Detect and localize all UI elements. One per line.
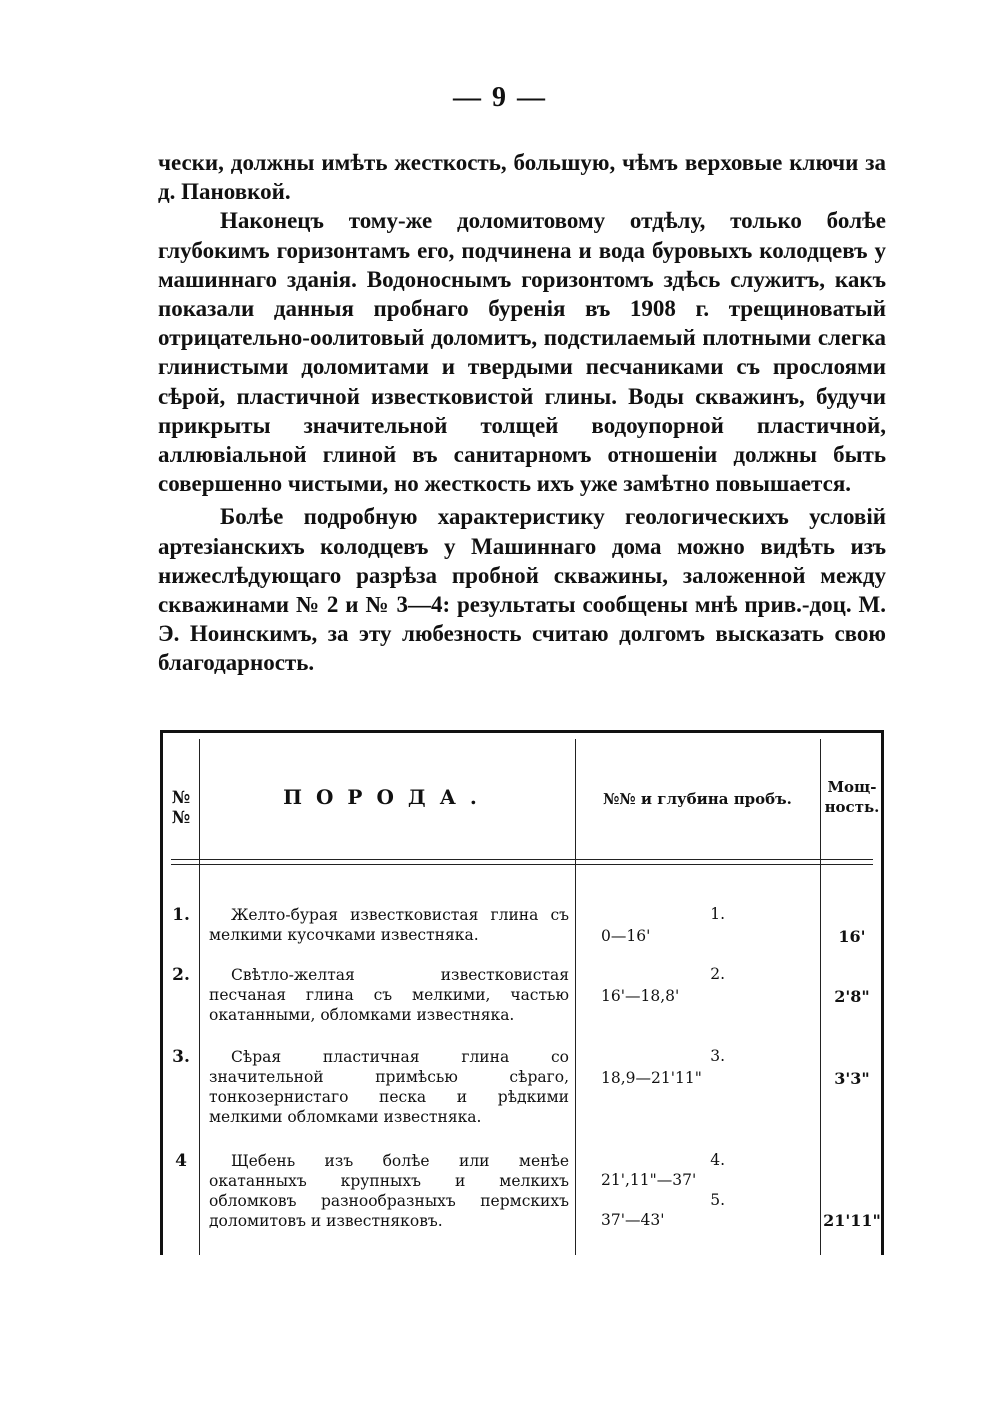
- row-sample: 1.: [710, 905, 725, 923]
- row-depth: 16'—18,8': [601, 987, 680, 1005]
- row-sample: 3.: [710, 1047, 725, 1065]
- row-depth: 0—16': [601, 927, 651, 945]
- row-description: Щебень изъ болѣе или менѣе окатанныхъ крупныхъ и мелкихъ обломковъ разнообразныхъ пермскихъ доломитовъ и известняковъ.: [209, 1152, 569, 1230]
- row-number: 3.: [172, 1047, 190, 1067]
- paragraph: Наконецъ тому-же доломитовому отдѣлу, только болѣе глубокимъ горизонтамъ его, подчинена и вода буровыхъ колодцевъ у машиннаго зданія. Водоноснымъ горизонтомъ здѣсь служитъ, какъ показали данныя пробнаго буренія въ 1908 г. трещиноватый отрицательно-оолитовый доломитъ, подстилаемый плотными слегка глинистыми доломитами и твердыми песчаниками съ прослоями сѣрой, пластичной известковистой глины. Воды скважинъ, будучи прикрыты значительной толщей водоупорной пластичной, аллювіальной глиной въ санитарномъ отношеніи должны быть совершенно чистыми, но жесткость ихъ уже замѣтно повышается.: [158, 208, 886, 497]
- header-thickness-line: Мощ-: [827, 778, 877, 796]
- row-sample: 4.: [710, 1151, 725, 1169]
- column-divider: [575, 739, 576, 1255]
- paragraph: чески, должны имѣть жесткость, большую, чѣмъ верховые ключи за д. Пановкой.: [158, 150, 886, 205]
- body-text: [158, 148, 886, 678]
- paragraph: Болѣе подробную характеристику геологическихъ условій артезіанскихъ колодцевъ у Машиннаго дома можно видѣть изъ нижеслѣдующаго разрѣза пробной скважины, заложенной между скважинами № 2 и № 3—4: результаты сообщены мнѣ прив.-доц. М. Э. Ноинскимъ, за эту любезность считаю долгомъ высказать свою благодарность.: [158, 504, 886, 676]
- row-number: 4: [175, 1151, 187, 1171]
- row-thickness: 3'3": [834, 1069, 870, 1088]
- row-number: 1.: [172, 905, 190, 925]
- row-description: Желто-бурая известковистая глина съ мелкими кусочками известняка.: [209, 906, 569, 944]
- header-thickness-line: ность.: [824, 798, 880, 816]
- header-rule: [171, 864, 873, 865]
- column-divider: [199, 739, 200, 1255]
- row-sample: 2.: [710, 965, 725, 983]
- header-depth: №№ и глубина пробъ.: [603, 790, 792, 808]
- row-depth: 18,9—21'11": [601, 1069, 702, 1087]
- row-depth: 37'—43': [601, 1211, 665, 1229]
- row-description: Свѣтло-желтая известковистая песчаная глина съ мелкими, частью окатанными, обломками известняка.: [209, 966, 569, 1024]
- row-sample: 5.: [710, 1191, 725, 1209]
- stratigraphy-table: [160, 730, 884, 1255]
- header-rule: [171, 859, 873, 860]
- header-number: №№: [171, 788, 191, 828]
- row-thickness: 2'8": [834, 987, 870, 1006]
- row-thickness: 16': [838, 927, 866, 946]
- row-number: 2.: [172, 965, 190, 985]
- page-number: — 9 —: [453, 82, 547, 113]
- header-rock: ПОРОДА.: [283, 785, 491, 809]
- header-thickness: [820, 777, 884, 817]
- row-depth: 21',11"—37': [601, 1171, 697, 1189]
- row-thickness: 21'11": [823, 1211, 881, 1230]
- row-description: Сѣрая пластичная глина со значительной примѣсью сѣраго, тонкозернистаго песка и рѣдкими мелкими обломками известняка.: [209, 1048, 569, 1126]
